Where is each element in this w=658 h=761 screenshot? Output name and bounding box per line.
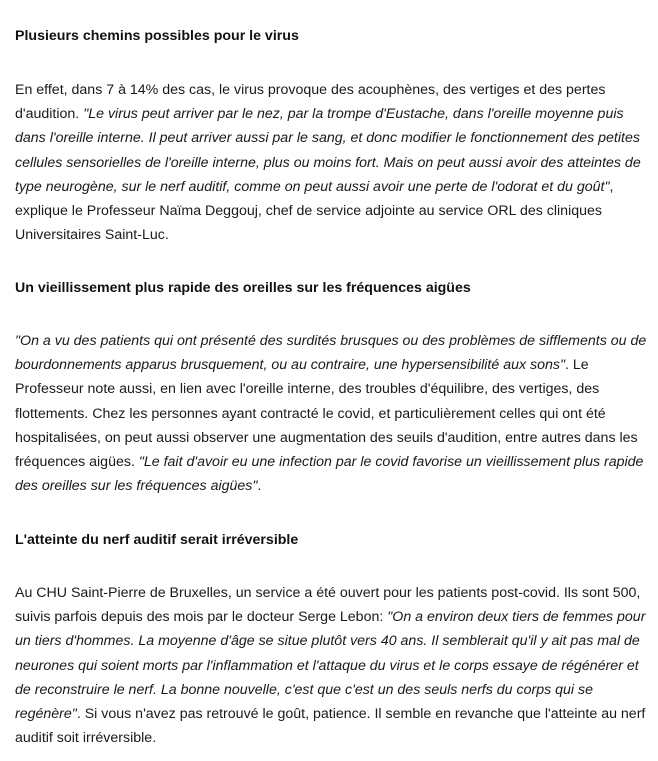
section-paragraph-ear-aging [15, 329, 647, 498]
paragraph-segment: Au CHU Saint-Pierre de Bruxelles, un service a été ouvert pour les patients post-covid. Ils sont 500, suivis parfois depuis des mois par le docteur Serge Lebon: [15, 585, 641, 626]
quote-segment: "On a environ deux tiers de femmes pour un tiers d'hommes. La moyenne d'âge se situe plutôt vers 40 ans. Il semblerait qu'il y ait pas mal de neurones qui soient morts par l'inflammation et l'attaque du virus et le corps essaye de régénérer et de reconstruire le nerf. La bonne nouvelle, c'est que c'est un des seuls nerfs du corps qui se regénère" [15, 609, 646, 723]
quote-segment: "Le fait d'avoir eu une infection par le covid favorise un vieillissement plus rapide des oreilles sur les fréquences aigües" [15, 454, 644, 495]
paragraph-segment: En effet, dans 7 à 14% des cas, le virus provoque des acouphènes, des vertiges et des pertes d'audition. [15, 82, 606, 123]
section-heading-auditory-nerve: L'atteinte du nerf auditif serait irréversible [15, 532, 299, 548]
quote-segment: "On a vu des patients qui ont présenté des surdités brusques ou des problèmes de sifflements ou de bourdonnements apparus brusquement, ou au contraire, une hypersensibilité aux sons" [15, 333, 647, 374]
paragraph-segment: , explique le Professeur Naïma Deggouj, chef de service adjointe au service ORL des cliniques Universitaires Saint-Luc. [15, 178, 614, 244]
quote-segment: "Le virus peut arriver par le nez, par la trompe d'Eustache, dans l'oreille moyenne puis dans l'oreille interne. Il peut arriver aussi par le sang, et donc modifier le fonctionnement des petites cellules sensorielles de l'oreille interne, plus ou moins fort. Mais on peut aussi avoir des atteintes de type neurogène, sur le nerf auditif, comme on peut aussi avoir une perte de l'odorat et du goût" [15, 106, 641, 195]
paragraph-segment: . Si vous n'avez pas retrouvé le goût, patience. Il semble en revanche que l'atteinte au nerf auditif soit irréversible. [15, 706, 646, 747]
section-heading-virus-paths: Plusieurs chemins possibles pour le virus [15, 28, 299, 44]
section-heading-ear-aging: Un vieillissement plus rapide des oreilles sur les fréquences aigües [15, 280, 471, 296]
paragraph-segment: . [257, 478, 262, 495]
section-paragraph-auditory-nerve [15, 581, 647, 750]
paragraph-segment: . Le Professeur note aussi, en lien avec l'oreille interne, des troubles d'équilibre, des vertiges, des flottements. Chez les personnes ayant contracté le covid, et particulièrement celles qui ont été hospitalisées, on peut aussi observer une augmentation des seuils d'audition, entre autres dans les fréquences aigües. [15, 357, 638, 471]
section-paragraph-virus-paths [15, 78, 647, 247]
